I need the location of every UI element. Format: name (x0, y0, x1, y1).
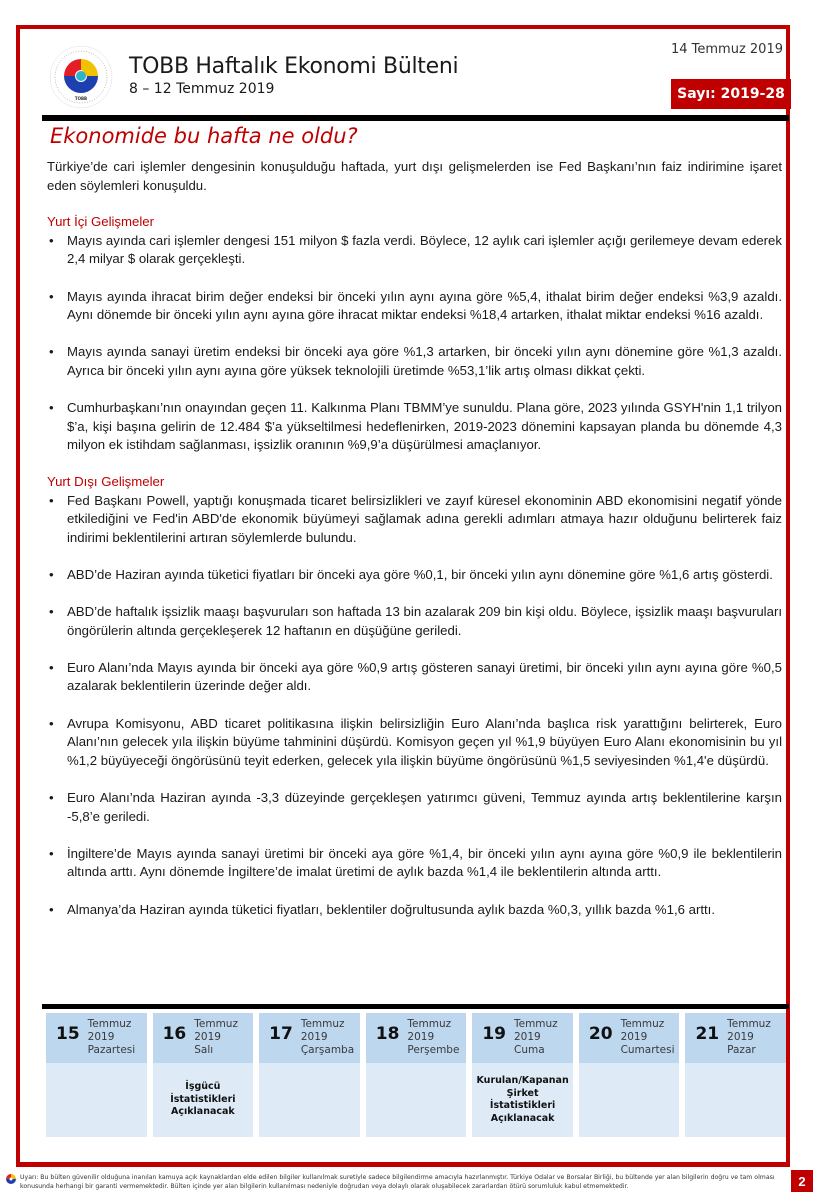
bullet-icon: • (49, 344, 54, 360)
day-month: Temmuz 2019 (727, 1018, 771, 1043)
list-item: • Fed Başkanı Powell, yaptığı konuşmada ticaret belirsizlikleri ve zayıf küresel ekonominin ABD ekonomisini negatif yönde etkilediğini ve Fed'in ABD'de ekonomik büyümeyi sağlamak adına gerekli adımları atmaya hazır olduğunu belirterek faiz indirimi beklentilerini artıran söylemlerde bulundu. (49, 492, 782, 545)
calendar-day (579, 1013, 680, 1137)
weekly-calendar (46, 1013, 786, 1137)
calendar-day (685, 1013, 786, 1137)
foreign-heading: Yurt Dışı Gelişmeler (47, 473, 165, 489)
day-weekday: Salı (194, 1044, 214, 1056)
calendar-day (366, 1013, 467, 1137)
day-weekday: Çarşamba (300, 1044, 355, 1056)
list-item: • İngiltere’de Mayıs ayında sanayi üretimi bir önceki aya göre %1,4, bir önceki yılın aynı ayına göre %0,9 ile beklentilerin altında arttı. Aynı dönemde İngiltere’de imalat üretimi de aylık bazda %1,4 ile beklentilerin altında arttı. (49, 845, 782, 880)
warning-logo-icon (5, 1173, 17, 1185)
calendar-day (259, 1013, 360, 1137)
bullet-icon: • (49, 566, 54, 582)
calendar-day-header (259, 1013, 360, 1063)
bullet-icon: • (49, 232, 54, 248)
bullet-icon: • (49, 901, 54, 917)
day-number: 21 (695, 1024, 720, 1044)
list-item: • Euro Alanı’nda Mayıs ayında bir önceki aya göre %0,9 artış gösteren sanayi üretimi, bir önceki yılın aynı ayına göre %0,5 azalarak beklentilerin üzerinde değer aldı. (49, 659, 782, 694)
day-number: 20 (588, 1024, 613, 1044)
day-event (685, 1063, 786, 1137)
day-weekday: Cumartesi (620, 1044, 675, 1056)
disclaimer-text: Uyarı: Bu bülten güvenilir olduğuna inanılan kamuya açık kaynaklardan elde edilen bilgiler kullanılmak suretiyle sadece bilgilendirme amacıyla hazırlanmıştır. Türkiye Odalar ve Borsalar Birliği, bu bültende yer alan bilgilerin doğru ve tam olması konusunda herhangi bir garanti vermemektedir. Bülten içinde yer alan bilgilerin kullanılması nedeniyle doğrudan veya dolaylı olarak oluşabilecek zararlardan ötürü sorumluluk kabul etmemektedir. (20, 1174, 775, 1190)
header-divider (42, 115, 789, 121)
day-weekday: Pazartesi (87, 1044, 136, 1056)
section-title: Ekonomide bu hafta ne oldu? (50, 124, 358, 148)
foreign-list (47, 492, 782, 920)
day-month: Temmuz 2019 (407, 1018, 452, 1043)
bullet-icon: • (49, 400, 54, 416)
bullet-icon: • (49, 604, 54, 620)
calendar-day (472, 1013, 573, 1137)
calendar-day (46, 1013, 147, 1137)
bullet-icon: • (49, 492, 54, 508)
bulletin-title: TOBB Haftalık Ekonomi Bülteni (129, 54, 459, 79)
day-month: Temmuz 2019 (194, 1018, 238, 1043)
day-month: Temmuz 2019 (300, 1018, 345, 1043)
list-item: • ABD’de haftalık işsizlik maaşı başvuruları son haftada 13 bin azalarak 209 bin kişi oldu. Böylece, işsizlik maaşı başvuruları öngörülerin altında gerçekleşerek 12 haftanın en düşüğüne geriledi. (49, 604, 782, 638)
calendar-day-header (472, 1013, 573, 1063)
day-month: Temmuz 2019 (87, 1018, 132, 1043)
issue-badge: Sayı: 2019-28 (671, 79, 791, 109)
list-item: • ABD’de Haziran ayında tüketici fiyatları bir önceki aya göre %0,1, bir önceki yılın aynı dönemine göre %1,6 artış gösterdi. (47, 566, 782, 585)
day-number: 18 (375, 1024, 400, 1044)
list-item: • Avrupa Komisyonu, ABD ticaret politikasına ilişkin belirsizliğin Euro Alanı’nda başlıca risk yarattığını belirterek, Euro Alanı’nın gelecek yıla ilişkin büyüme tahminini düşürdü. Komisyon geçen yıl %1,9 büyüyen Euro Alanı ekonomisinin bu yıl %1,2 büyüyeceği öngörüsünü teyit ederken, gelecek yıla ilişkin büyüme öngörüsünü %1,5 seviyesinden %1,4'e düşürdü. (49, 715, 782, 768)
bullet-icon: • (49, 288, 54, 304)
list-item: • Cumhurbaşkanı’nın onayından geçen 11. Kalkınma Planı TBMM’ye sunuldu. Plana göre, 2023 yılında GSYH'nin 1,1 trilyon $’a, kişi başına gelirin de 12.484 $’a yükseltilmesi hedeflenirken, 2019-2023 dönemini kapsayan planda bu dönemde 4,3 milyon ek istihdam sağlanması, işsizlik oranının %9,9’a düşürülmesi amaçlanıyor. (49, 400, 782, 453)
list-item: • Mayıs ayında cari işlemler dengesi 151 milyon $ fazla verdi. Böylece, 12 aylık cari işlemler açığı gerilemeye devam ederek 2,4 milyar $ olarak gerçekleşti. (49, 232, 782, 267)
calendar-day-header (685, 1013, 786, 1063)
day-event: Kurulan/Kapanan Şirket İstatistikleri Açıklanacak (472, 1063, 573, 1137)
day-event (366, 1063, 467, 1137)
intro-paragraph: Türkiye’de cari işlemler dengesinin konuşulduğu haftada, yurt dışı gelişmelerden ise Fed Başkanı’nın faiz indirimine işaret eden söylemleri konuşuldu. (47, 159, 782, 193)
day-number: 17 (269, 1024, 293, 1044)
day-weekday: Perşembe (407, 1044, 460, 1056)
day-event (579, 1063, 680, 1137)
bullet-icon: • (49, 790, 54, 805)
svg-text:TOBB: TOBB (74, 96, 88, 101)
calendar-day-header (366, 1013, 467, 1063)
bullet-icon: • (49, 715, 54, 731)
domestic-list (47, 232, 782, 455)
day-weekday: Cuma (513, 1044, 545, 1056)
bulletin-date-range: 8 – 12 Temmuz 2019 (129, 81, 275, 97)
tobb-logo-icon (49, 45, 113, 109)
list-item: • Almanya’da Haziran ayında tüketici fiyatları, beklentiler doğrultusunda aylık bazda %0,3, yıllık bazda %1,6 arttı. (47, 901, 782, 920)
calendar-day-header (579, 1013, 680, 1063)
calendar-day (153, 1013, 254, 1137)
publish-date: 14 Temmuz 2019 (670, 42, 783, 57)
day-number: 15 (56, 1024, 80, 1044)
calendar-day-header (46, 1013, 147, 1063)
list-item: • Mayıs ayında ihracat birim değer endeksi bir önceki yılın aynı ayına göre %5,4, ithalat birim değer endeksi %3,9 azaldı. Aynı dönemde bir önceki yılın aynı ayına göre ihracat miktar endeksi %18,4 artarken, ithalat miktar endeksi %16 azaldı. (49, 288, 782, 323)
day-weekday: Pazar (727, 1044, 756, 1056)
bullet-icon: • (49, 845, 54, 861)
calendar-day-header (153, 1013, 254, 1063)
day-event (46, 1063, 147, 1137)
day-event: İşgücü İstatistikleri Açıklanacak (153, 1063, 254, 1137)
day-month: Temmuz 2019 (513, 1018, 558, 1043)
calendar-divider (42, 1004, 789, 1009)
page-number: 2 (791, 1170, 813, 1192)
article-body (47, 158, 782, 938)
list-item: • Euro Alanı’nda Haziran ayında -3,3 düzeyinde gerçekleşen yatırımcı güveni, Temmuz ayında artış beklentilerine karşın -5,8’e geriledi. (49, 790, 782, 824)
day-number: 16 (162, 1024, 187, 1044)
domestic-heading: Yurt İçi Gelişmeler (47, 214, 154, 230)
day-month: Temmuz 2019 (620, 1018, 665, 1043)
day-event (259, 1063, 360, 1137)
bullet-icon: • (49, 659, 54, 675)
list-item: • Mayıs ayında sanayi üretim endeksi bir önceki aya göre %1,3 artarken, bir önceki yılın aynı dönemine göre %1,3 azaldı. Ayrıca bir önceki yılın aynı ayına göre yüksek teknolojili üretimde %53,1’lik artış olması dikkat çekti. (49, 344, 782, 378)
day-number: 19 (482, 1024, 506, 1044)
